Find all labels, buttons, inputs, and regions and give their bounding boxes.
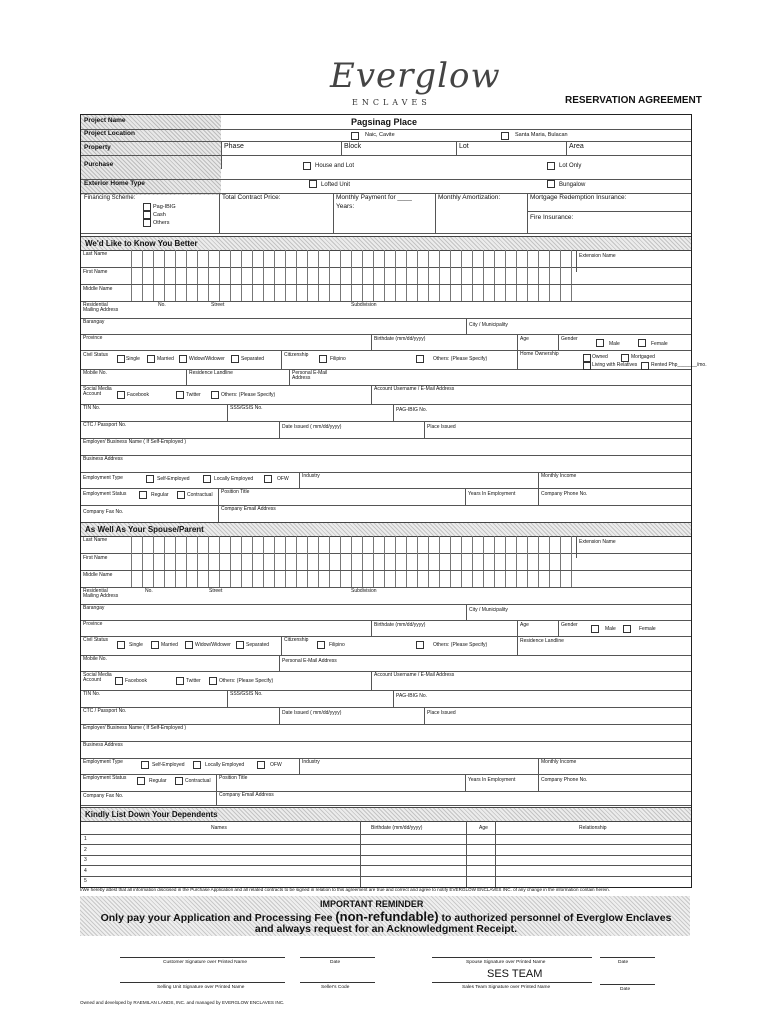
project-location-label: Project Location — [84, 130, 135, 137]
spouse-company-email-label: Company Email Address — [219, 792, 274, 798]
social-media-label: Social Media Account — [83, 386, 112, 397]
others-social-checkbox[interactable] — [211, 391, 219, 399]
date3-label: Date — [620, 987, 631, 992]
spouse-addr-no-label: No. — [145, 588, 153, 594]
spouse-male-checkbox[interactable] — [591, 625, 599, 633]
lofted-label: Lofted Unit — [321, 182, 351, 188]
section-dependents-title: Kindly List Down Your Dependents — [85, 810, 218, 819]
spouse-place-issued-label: Place Issued — [427, 710, 456, 716]
lot-only-checkbox[interactable] — [547, 162, 555, 170]
selling-unit-label: Selling Unit Signature over Printed Name — [157, 985, 245, 990]
santa-maria-label: Santa Maria, Bulacan — [515, 132, 568, 138]
spouse-gender-label: Gender — [561, 622, 578, 628]
spouse-email-label: Personal E-Mail Address — [282, 658, 337, 664]
spouse-twitter-checkbox[interactable] — [176, 677, 184, 685]
province-label: Province — [83, 335, 103, 341]
cash-checkbox[interactable] — [143, 211, 151, 219]
spouse-mobile-label: Mobile No. — [83, 656, 107, 662]
company-phone-label: Company Phone No. — [541, 491, 588, 497]
company-logo: Everglow — [330, 56, 501, 96]
extension-label: Extension Name — [579, 253, 616, 259]
spouse-female-label: Female — [639, 626, 656, 632]
gender-label: Gender — [561, 336, 578, 342]
dependent-row-num: 4 — [84, 868, 87, 874]
married-label: Married — [157, 356, 174, 362]
regular-checkbox[interactable] — [139, 491, 147, 499]
filipino-checkbox[interactable] — [319, 355, 327, 363]
date2-line[interactable] — [600, 957, 655, 958]
spouse-position-label: Position Title — [219, 775, 248, 781]
purchase-label: Purchase — [84, 161, 114, 168]
customer-signature-label: Customer Signature over Printed Name — [163, 960, 247, 965]
position-label: Position Title — [221, 489, 250, 495]
lot-only-label: Lot Only — [559, 163, 582, 169]
mri-label: Mortgage Redemption Insurance: — [530, 194, 627, 201]
reminder-text — [96, 910, 676, 935]
years-employment-label: Years In Employment — [468, 491, 516, 497]
account-username-label: Account Username / E-Mail Address — [374, 386, 455, 392]
widow-label: Widow/Widower — [189, 356, 225, 362]
emp-status-label: Employment Status — [83, 491, 127, 497]
spouse-account-username-label: Account Username / E-Mail Address — [374, 672, 455, 678]
property-row — [81, 141, 691, 156]
spouse-emp-type-label: Employment Type — [83, 759, 123, 765]
date3-line[interactable] — [600, 984, 655, 985]
female-label: Female — [651, 341, 668, 347]
others-label: Others — [153, 220, 170, 226]
spouse-ofw-checkbox[interactable] — [257, 761, 265, 769]
project-name-label: Project Name — [84, 117, 126, 124]
spouse-civil-status-label: Civil Status — [83, 637, 109, 643]
spouse-date-issued-label: Date Issued ( mm/dd/yyyy) — [282, 710, 342, 716]
project-name-value[interactable]: Pagsinag Place — [351, 117, 418, 127]
dependents-birthdate-header: Birthdate (mm/dd/yyyy) — [371, 825, 423, 831]
civil-status-label: Civil Status — [83, 352, 109, 358]
spouse-filipino-checkbox[interactable] — [317, 641, 325, 649]
spouse-addr-subdivision-label: Subdivision — [351, 588, 377, 594]
addr-street-label: Street — [211, 302, 225, 308]
company-fax-label: Company Fax No. — [83, 509, 124, 515]
rented-label: Rented Php_______/mo. — [651, 362, 707, 368]
lot-label: Lot — [459, 143, 469, 150]
fire-insurance-label: Fire Insurance: — [530, 214, 574, 221]
date1-line[interactable] — [300, 957, 375, 958]
contractual-checkbox[interactable] — [177, 491, 185, 499]
tin-label: TIN No. — [83, 405, 101, 411]
residential-address-label: Residential Mailing Address — [83, 302, 119, 313]
spouse-pagibig-label: PAG-IBIG No. — [396, 693, 428, 699]
sss-label: SSS/GSIS No. — [230, 405, 263, 411]
place-issued-label: Place Issued — [427, 424, 456, 430]
spouse-male-label: Male — [605, 626, 616, 632]
spouse-contractual-checkbox[interactable] — [175, 777, 183, 785]
sellers-code-label: Seller's Code — [321, 985, 350, 990]
spouse-others-citizenship-label: Others: (Please Specify) — [433, 642, 488, 648]
spouse-first-name-label: First Name — [83, 555, 108, 561]
spouse-extension-label: Extension Name — [579, 539, 616, 545]
spouse-company-phone-label: Company Phone No. — [541, 777, 588, 783]
employer-label: Employer/ Business Name ( If Self-Employed ) — [83, 439, 187, 445]
reminder-text-a: Only pay your Application and Processing Fee — [100, 912, 333, 924]
spouse-self-employed-label: Self-Employed — [152, 762, 185, 768]
spouse-sss-label: SSS/GSIS No. — [230, 691, 263, 697]
spouse-widow-checkbox[interactable] — [185, 641, 193, 649]
monthly-payment-label: Monthly Payment for ____ — [336, 194, 412, 201]
area-label: Area — [569, 143, 584, 150]
spouse-addr-street-label: Street — [209, 588, 223, 594]
age-label: Age — [520, 336, 529, 342]
reminder-non-refundable: (non-refundable) — [335, 909, 439, 924]
spouse-residence-landline-label: Residence Landline — [520, 638, 564, 644]
date1-label: Date — [330, 960, 341, 965]
spouse-filipino-label: Filipino — [329, 642, 345, 648]
others-social-label: Others: (Please Specify) — [221, 392, 276, 398]
spouse-married-checkbox[interactable] — [151, 641, 159, 649]
twitter-label: Twitter — [186, 392, 201, 398]
spouse-city-label: City / Municipality — [469, 607, 508, 613]
section-spouse-header — [81, 522, 691, 537]
middle-name-label: Middle Name — [83, 286, 113, 292]
spouse-married-label: Married — [161, 642, 178, 648]
spouse-self-employed-checkbox[interactable] — [141, 761, 149, 769]
dependent-row-num: 1 — [84, 836, 87, 842]
city-label: City / Municipality — [469, 322, 508, 328]
last-name-label: Last Name — [83, 251, 108, 257]
spouse-ctc-label: CTC / Passport No. — [83, 708, 127, 714]
others-citizenship-label: Others: (Please Specify) — [433, 356, 488, 362]
addr-no-label: No. — [158, 302, 166, 308]
spouse-company-fax-label: Company Fax No. — [83, 793, 124, 799]
attestation-text: I/We hereby attest that all information disclosed in the Purchase Application and all related contracts to be signed in relation to this agreement are true and correct and agree to notify EVERGLOW ENCLAVES INC. of any change in the information contain herein. — [80, 887, 610, 892]
spouse-tin-label: TIN No. — [83, 691, 101, 697]
spouse-separated-checkbox[interactable] — [236, 641, 244, 649]
property-label: Property — [84, 144, 111, 151]
sales-team-line[interactable] — [432, 982, 592, 983]
spouse-ofw-label: OFW — [270, 762, 282, 768]
self-employed-checkbox[interactable] — [146, 475, 154, 483]
dependent-row-num: 5 — [84, 878, 87, 884]
regular-label: Regular — [151, 492, 169, 498]
others-checkbox[interactable] — [143, 219, 151, 227]
twitter-checkbox[interactable] — [176, 391, 184, 399]
spouse-middle-name-label: Middle Name — [83, 572, 113, 578]
industry-label: Industry — [302, 473, 320, 479]
others-citizenship-checkbox[interactable] — [416, 355, 424, 363]
phase-label: Phase — [224, 143, 244, 150]
owned-label: Owned — [592, 354, 608, 360]
naic-checkbox[interactable] — [351, 132, 359, 140]
personal-email-label: Personal E-Mail Address — [292, 370, 328, 381]
mortgaged-label: Mortgaged — [631, 354, 655, 360]
footer-text: Owned and developed by RAEMILAN LANDS, INC. and managed by EVERGLOW ENCLAVES INC. — [80, 1000, 285, 1005]
female-checkbox[interactable] — [638, 339, 646, 347]
male-label: Male — [609, 341, 620, 347]
spouse-residential-label: Residential Mailing Address — [83, 588, 119, 599]
spouse-business-address-label: Business Address — [83, 742, 123, 748]
exterior-label: Exterior Home Type — [84, 180, 145, 187]
santa-maria-checkbox[interactable] — [501, 132, 509, 140]
reminder-text-c: to authorized personnel of Everglow Enclaves and always request for an Acknowledgment Receipt. — [254, 912, 672, 936]
spouse-facebook-checkbox[interactable] — [115, 677, 123, 685]
facebook-label: Facebook — [127, 392, 149, 398]
house-lot-checkbox[interactable] — [303, 162, 311, 170]
spouse-monthly-income-label: Monthly Income — [541, 759, 577, 765]
spouse-facebook-label: Facebook — [125, 678, 147, 684]
monthly-income-label: Monthly Income — [541, 473, 577, 479]
spouse-single-label: Single — [129, 642, 143, 648]
company-email-label: Company Email Address — [221, 506, 276, 512]
single-checkbox[interactable] — [117, 355, 125, 363]
reservation-form — [80, 114, 707, 888]
contractual-label: Contractual — [187, 492, 213, 498]
section-applicant-header — [81, 236, 691, 251]
spouse-regular-label: Regular — [149, 778, 167, 784]
separated-checkbox[interactable] — [231, 355, 239, 363]
emp-type-label: Employment Type — [83, 475, 123, 481]
first-name-label: First Name — [83, 269, 108, 275]
locally-employed-checkbox[interactable] — [203, 475, 211, 483]
naic-label: Naic, Cavite — [365, 132, 395, 138]
spouse-single-checkbox[interactable] — [117, 641, 125, 649]
male-checkbox[interactable] — [596, 339, 604, 347]
owned-checkbox[interactable] — [583, 354, 591, 362]
spouse-birthdate-label: Birthdate (mm/dd/yyyy) — [374, 622, 426, 628]
barangay-label: Barangay — [83, 319, 105, 325]
spouse-last-name-label: Last Name — [83, 537, 108, 543]
purchase-row — [81, 155, 691, 180]
addr-subdivision-label: Subdivision — [351, 302, 377, 308]
cash-label: Cash — [153, 212, 166, 218]
home-ownership-label: Home Ownership — [520, 351, 559, 357]
reminder-title: IMPORTANT REMINDER — [320, 899, 424, 909]
locally-employed-label: Locally Employed — [214, 476, 254, 482]
spouse-age-label: Age — [520, 622, 529, 628]
pagibig-label: Pag-IBIG — [153, 204, 176, 210]
spouse-signature-line[interactable] — [432, 957, 592, 958]
spouse-industry-label: Industry — [302, 759, 320, 765]
ctc-label: CTC / Passport No. — [83, 422, 127, 428]
spouse-others-citizenship-checkbox[interactable] — [416, 641, 424, 649]
dependent-row[interactable] — [81, 865, 691, 877]
spouse-contractual-label: Contractual — [185, 778, 211, 784]
pagibig-no-label: PAG-IBIG No. — [396, 407, 428, 413]
section-spouse-title: As Well As Your Spouse/Parent — [85, 525, 204, 534]
spouse-separated-label: Separated — [246, 642, 270, 648]
section-applicant-title: We'd Like to Know You Better — [85, 239, 198, 248]
spouse-others-social-checkbox[interactable] — [209, 677, 217, 685]
spouse-twitter-label: Twitter — [186, 678, 201, 684]
spouse-widow-label: Widow/Widower — [195, 642, 231, 648]
birthdate-label: Birthdate (mm/dd/yyyy) — [374, 336, 426, 342]
sales-team-name: SES TEAM — [487, 968, 543, 980]
dependents-names-header: Names — [211, 825, 227, 831]
mortgaged-checkbox[interactable] — [621, 354, 629, 362]
spouse-province-label: Province — [83, 621, 103, 627]
spouse-barangay-label: Barangay — [83, 605, 105, 611]
company-logo-sub: ENCLAVES — [352, 98, 431, 107]
spouse-others-social-label: Others: (Please Specify) — [219, 678, 274, 684]
married-checkbox[interactable] — [147, 355, 155, 363]
bungalow-label: Bungalow — [559, 182, 586, 188]
monthly-amort-label: Monthly Amortization: — [438, 194, 501, 201]
customer-signature-line[interactable] — [120, 957, 285, 958]
block-label: Block — [344, 143, 362, 150]
business-address-label: Business Address — [83, 456, 123, 462]
ofw-label: OFW — [277, 476, 289, 482]
spouse-female-checkbox[interactable] — [623, 625, 631, 633]
mobile-label: Mobile No. — [83, 370, 107, 376]
sellers-code-line[interactable] — [300, 982, 375, 983]
separated-label: Separated — [241, 356, 265, 362]
landline-label: Residence Landline — [189, 370, 233, 376]
widow-checkbox[interactable] — [179, 355, 187, 363]
bungalow-checkbox[interactable] — [547, 180, 555, 188]
spouse-social-label: Social Media Account — [83, 672, 112, 683]
financing-label: Financing Scheme: — [84, 195, 136, 201]
house-lot-label: House and Lot — [315, 163, 355, 169]
date-issued-label: Date Issued ( mm/dd/yyyy) — [282, 424, 342, 430]
spouse-employer-label: Employer/ Business Name ( If Self-Employed ) — [83, 725, 187, 731]
spouse-locally-label: Locally Employed — [205, 762, 245, 768]
filipino-label: Filipino — [330, 356, 346, 362]
spouse-signature-label: Spouse Signature over Printed Name — [466, 960, 546, 965]
single-label: Single — [126, 356, 140, 362]
facebook-checkbox[interactable] — [117, 391, 125, 399]
tcp-label: Total Contract Price: — [222, 194, 281, 201]
sales-team-label: Sales Team Signature over Printed Name — [462, 985, 551, 990]
spouse-emp-status-label: Employment Status — [83, 775, 127, 781]
document-title: RESERVATION AGREEMENT — [565, 95, 702, 106]
years-label: Years: — [336, 203, 355, 210]
pagibig-checkbox[interactable] — [143, 203, 151, 211]
section-dependents-header — [81, 807, 691, 822]
living-relatives-label: Living with Relatives — [592, 362, 638, 368]
date2-label: Date — [618, 960, 629, 965]
dependents-age-header: Age — [479, 825, 488, 831]
exterior-row — [81, 179, 691, 194]
spouse-years-employment-label: Years In Employment — [468, 777, 516, 783]
self-employed-label: Self-Employed — [157, 476, 190, 482]
spouse-citizenship-label: Citizenship — [284, 637, 309, 643]
spouse-regular-checkbox[interactable] — [137, 777, 145, 785]
spouse-locally-checkbox[interactable] — [193, 761, 201, 769]
dependent-row-num: 3 — [84, 857, 87, 863]
ofw-checkbox[interactable] — [264, 475, 272, 483]
selling-unit-line[interactable] — [120, 982, 285, 983]
dependents-relationship-header: Relationship — [579, 825, 607, 831]
lofted-checkbox[interactable] — [309, 180, 317, 188]
citizenship-label: Citizenship — [284, 352, 309, 358]
dependent-row-num: 2 — [84, 847, 87, 853]
